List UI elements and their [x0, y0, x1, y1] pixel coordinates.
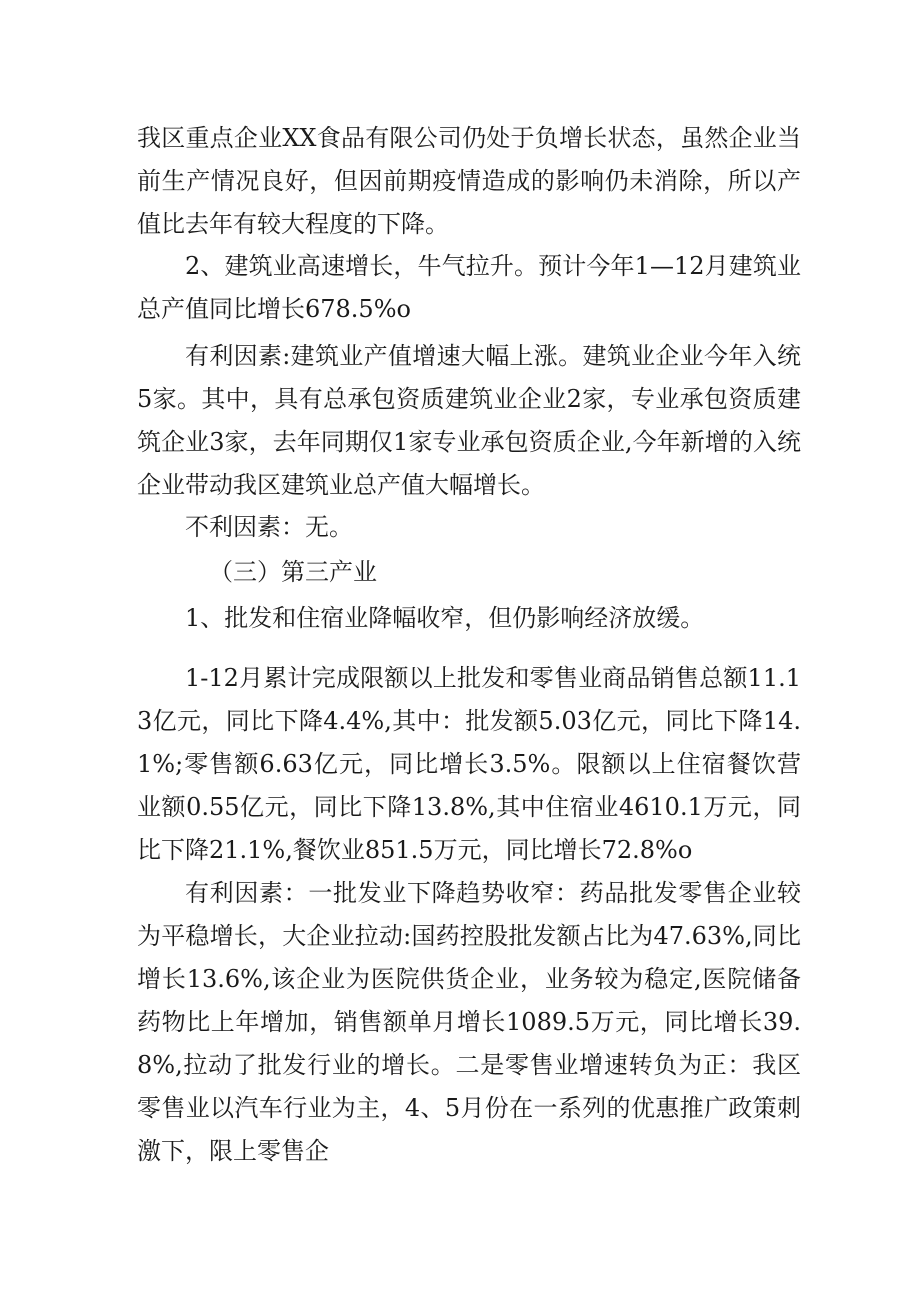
paragraph-text: 有利因素：一批发业下降趋势收窄：药品批发零售企业较为平稳增长，大企业拉动:国药控股批发额占比为47.63%,同比增长13.6%,该企业为医院供货企业，业务较为稳定,医院储备药物比上年增加，销售额单月增长1089.5万元，同比增长39.8%,拉动了批发行业的增长。二是零售业增速转负为正：我区零售业以汽车行业为主，4、5月份在一系列的优惠推广政策刺激下，限上零售企: [137, 879, 801, 1165]
paragraph-text: 2、建筑业高速增长，牛气拉升。预计今年1—12月建筑业总产值同比增长678.5%o: [137, 252, 801, 323]
paragraph-text: 我区重点企业XX食品有限公司仍处于负增长状态，虽然企业当前生产情况良好，但因前期疫情造成的影响仍未消除，所以产值比去年有较大程度的下降。: [137, 124, 801, 238]
paragraph-text: 不利因素：无。: [185, 513, 353, 541]
paragraph-wholesale-favorable: [137, 872, 801, 1173]
paragraph-text: 1-12月累计完成限额以上批发和零售业商品销售总额11.13亿元，同比下降4.4%,其中：批发额5.03亿元，同比下降14.1%;零售额6.63亿元，同比增长3.5%。限额以上住宿餐饮营业额0.55亿元，同比下降13.8%,其中住宿业4610.1万元，同比下降21.1%,餐饮业851.5万元，同比增长72.8%o: [137, 664, 801, 864]
section-heading-tertiary-industry: [137, 551, 801, 594]
paragraph-wholesale-figures: [137, 657, 801, 872]
paragraph-wholesale-heading: [137, 597, 801, 640]
paragraph-text: 1、批发和住宿业降幅收窄，但仍影响经济放缓。: [185, 604, 705, 632]
paragraph-food-company: [137, 117, 801, 246]
section-heading-text: （三）第三产业: [209, 558, 377, 586]
paragraph-construction-favorable: [137, 335, 801, 507]
paragraph-text: 有利因素:建筑业产值增速大幅上涨。建筑业企业今年入统5家。其中，具有总承包资质建筑业企业2家，专业承包资质建筑企业3家，去年同期仅1家专业承包资质企业,今年新增的入统企业带动我区建筑业总产值大幅增长。: [137, 342, 801, 499]
paragraph-construction-unfavorable: [137, 506, 801, 549]
paragraph-construction-growth: [137, 245, 801, 331]
